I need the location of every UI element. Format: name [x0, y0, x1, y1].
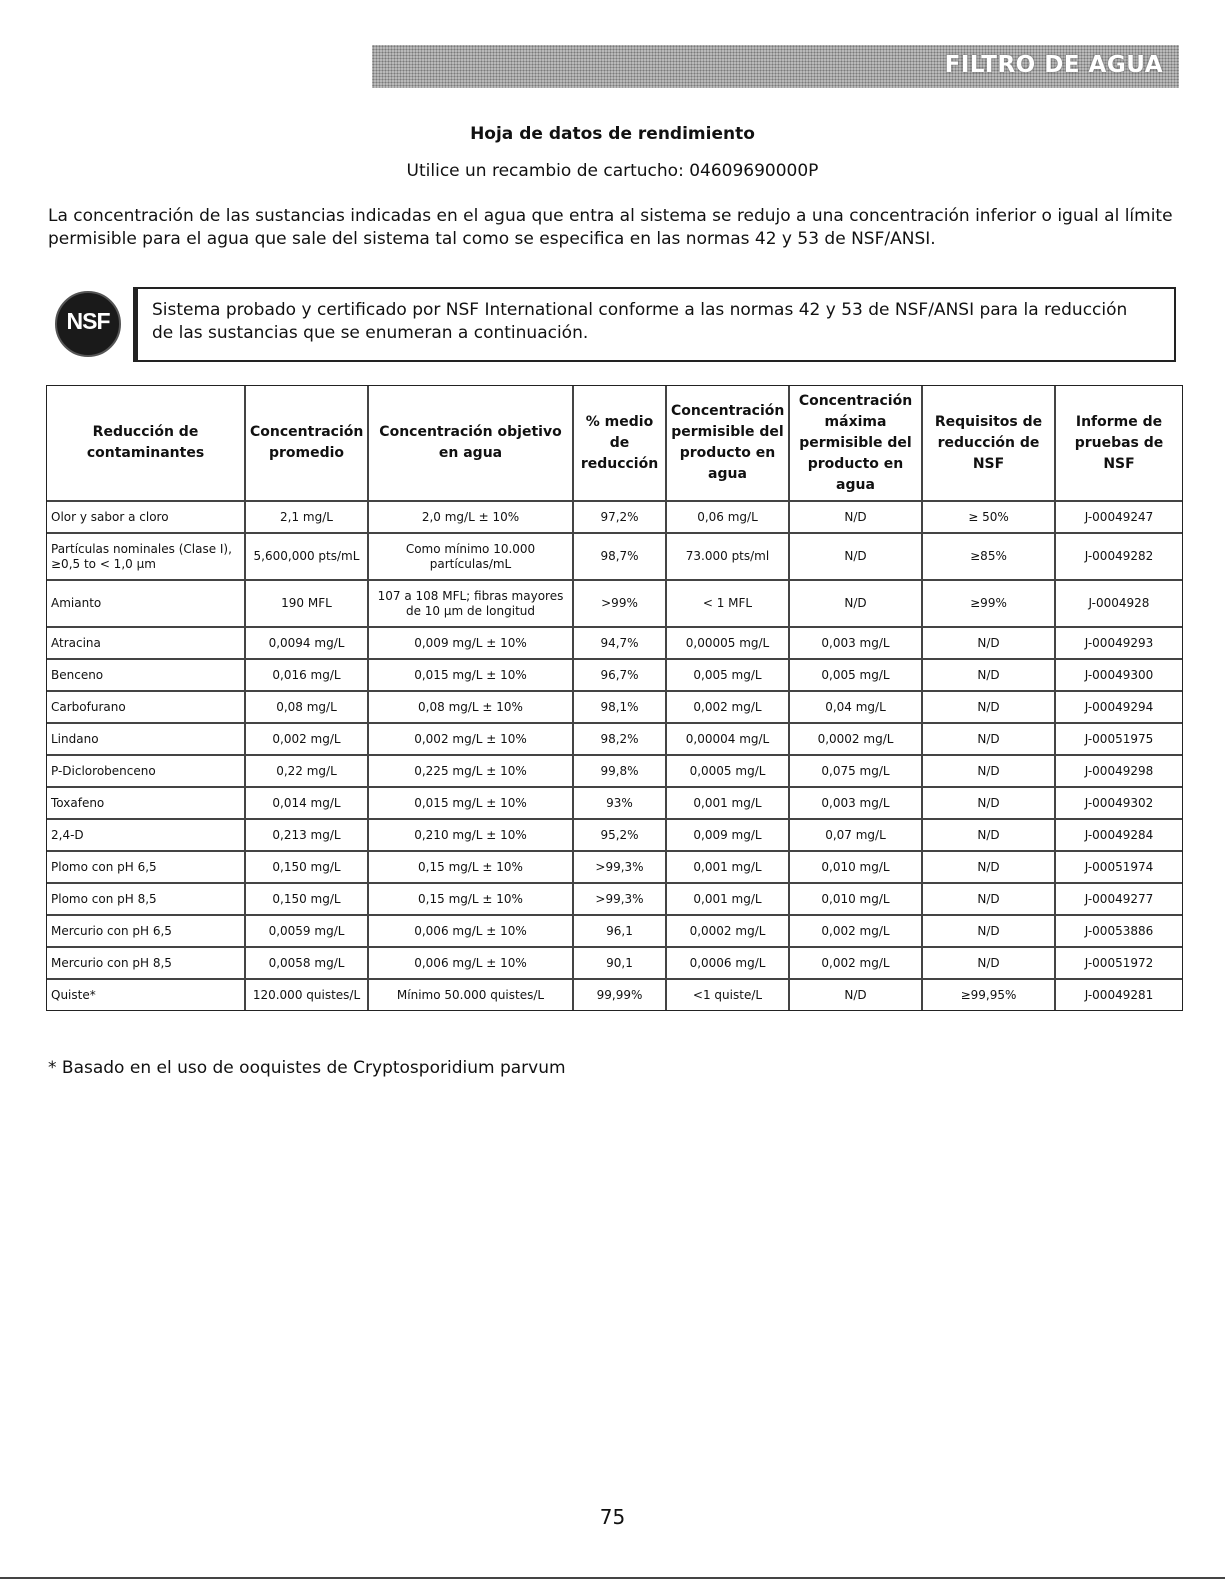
contaminant-cell: Atracina	[47, 628, 246, 660]
section-title: FILTRO DE AGUA	[944, 52, 1163, 78]
table-row	[47, 852, 1182, 884]
table-row	[47, 628, 1182, 660]
table-header-row	[47, 386, 1182, 502]
table-cell: 0,001 mg/L	[667, 884, 790, 916]
column-header: Concentración permisible del producto en agua	[667, 386, 790, 502]
table-row	[47, 724, 1182, 756]
table-cell: 0,0059 mg/L	[246, 916, 369, 948]
table-cell: 0,015 mg/L ± 10%	[369, 660, 574, 692]
table-cell: 96,7%	[574, 660, 667, 692]
cartridge-subtitle: Utilice un recambio de cartucho: 04609690000P	[406, 161, 819, 181]
table-cell: Como mínimo 10.000 partículas/mL	[369, 534, 574, 581]
table-cell: 120.000 quistes/L	[246, 980, 369, 1010]
table-cell: 190 MFL	[246, 581, 369, 628]
performance-table-container	[46, 385, 1181, 1011]
table-cell: 0,010 mg/L	[790, 884, 923, 916]
column-header: Concentración promedio	[246, 386, 369, 502]
table-cell: ≥ 50%	[923, 502, 1056, 534]
page-number: 75	[599, 1505, 626, 1529]
table-cell: 0,210 mg/L ± 10%	[369, 820, 574, 852]
nsf-logo-text: NSF	[66, 308, 110, 334]
table-cell: ≥99%	[923, 581, 1056, 628]
table-cell: 98,2%	[574, 724, 667, 756]
table-cell: 0,150 mg/L	[246, 884, 369, 916]
table-cell: J-00049293	[1056, 628, 1182, 660]
table-cell: 0,003 mg/L	[790, 628, 923, 660]
table-cell: 5,600,000 pts/mL	[246, 534, 369, 581]
contaminant-cell: Plomo con pH 8,5	[47, 884, 246, 916]
table-row	[47, 756, 1182, 788]
footnote: * Basado en el uso de ooquistes de Cryptosporidium parvum	[48, 1058, 566, 1078]
table-cell: N/D	[923, 948, 1056, 980]
table-cell: 0,002 mg/L	[790, 948, 923, 980]
table-cell: 95,2%	[574, 820, 667, 852]
table-row	[47, 948, 1182, 980]
table-cell: 0,006 mg/L ± 10%	[369, 916, 574, 948]
table-row	[47, 884, 1182, 916]
contaminant-cell: Lindano	[47, 724, 246, 756]
table-cell: 0,016 mg/L	[246, 660, 369, 692]
table-cell: J-00049281	[1084, 987, 1154, 1002]
table-cell: 0,002 mg/L ± 10%	[369, 724, 574, 756]
table-row	[47, 502, 1182, 534]
table-cell: 0,003 mg/L	[790, 788, 923, 820]
contaminant-cell: Mercurio con pH 6,5	[47, 916, 246, 948]
table-cell: 2,1 mg/L	[246, 502, 369, 534]
table-cell: 94,7%	[574, 628, 667, 660]
table-cell: N/D	[923, 852, 1056, 884]
table-cell: 0,225 mg/L ± 10%	[369, 756, 574, 788]
table-cell: 0,0002 mg/L	[667, 916, 790, 948]
contaminant-cell: Benceno	[47, 660, 246, 692]
contaminant-cell: 2,4-D	[47, 820, 246, 852]
table-cell: J-00049300	[1056, 660, 1182, 692]
table-cell: 0,07 mg/L	[790, 820, 923, 852]
contaminant-cell: Quiste*	[47, 980, 246, 1010]
table-cell: 98,1%	[574, 692, 667, 724]
column-header: Concentración objetivo en agua	[369, 386, 574, 502]
contaminant-cell: Plomo con pH 6,5	[47, 852, 246, 884]
table-cell: 0,075 mg/L	[790, 756, 923, 788]
table-cell: 107 a 108 MFL; fibras mayores de 10 μm de longitud	[369, 581, 574, 628]
table-cell: <1 quiste/L	[667, 980, 790, 1010]
table-cell: N/D	[923, 788, 1056, 820]
table-cell: 0,00005 mg/L	[667, 628, 790, 660]
table-cell: 0,002 mg/L	[667, 692, 790, 724]
table-cell: N/D	[923, 660, 1056, 692]
table-cell: N/D	[790, 502, 923, 534]
table-row	[47, 820, 1182, 852]
column-header: Requisitos de reducción de NSF	[923, 386, 1056, 502]
table-cell: ≥85%	[923, 534, 1056, 581]
table-cell: J-00051974	[1056, 852, 1182, 884]
table-cell: 0,0094 mg/L	[246, 628, 369, 660]
performance-table	[46, 385, 1183, 1011]
table-row	[47, 660, 1182, 692]
table-cell: J-00049247	[1056, 502, 1182, 534]
table-cell: 0,001 mg/L	[667, 788, 790, 820]
table-cell: 0,009 mg/L ± 10%	[369, 628, 574, 660]
table-cell: 0,0006 mg/L	[667, 948, 790, 980]
table-cell: J-00049302	[1056, 788, 1182, 820]
contaminant-cell: Amianto	[47, 581, 246, 628]
certification-text: Sistema probado y certificado por NSF International conforme a las normas 42 y 53 de NSF/ANSI para la reducción de las sustancias que se enumeran a continuación.	[152, 300, 1128, 343]
table-row	[47, 788, 1182, 820]
table-cell: N/D	[923, 628, 1056, 660]
table-row	[47, 916, 1182, 948]
table-cell: N/D	[923, 756, 1056, 788]
table-cell: 0,015 mg/L ± 10%	[369, 788, 574, 820]
certification-box	[133, 287, 1176, 362]
table-cell: 0,010 mg/L	[790, 852, 923, 884]
table-cell: >99%	[574, 581, 667, 628]
table-cell: 0,0005 mg/L	[667, 756, 790, 788]
table-cell: 0,04 mg/L	[790, 692, 923, 724]
column-header: Concentración máxima permisible del producto en agua	[790, 386, 923, 502]
table-cell: < 1 MFL	[667, 581, 790, 628]
table-cell: >99,3%	[574, 884, 667, 916]
contaminant-cell: Carbofurano	[47, 692, 246, 724]
table-cell: 0,22 mg/L	[246, 756, 369, 788]
table-cell: 2,0 mg/L ± 10%	[369, 502, 574, 534]
intro-paragraph: La concentración de las sustancias indicadas en el agua que entra al sistema se redujo a una concentración inferior o igual al límite permisible para el agua que sale del sistema tal como se especifica en las normas 42 y 53 de NSF/ANSI.	[48, 206, 1173, 249]
column-header: % medio de reducción	[574, 386, 667, 502]
table-cell: 0,150 mg/L	[246, 852, 369, 884]
table-cell: 0,08 mg/L ± 10%	[369, 692, 574, 724]
table-body	[47, 502, 1182, 1010]
table-cell: J-00049282	[1056, 534, 1182, 581]
table-cell: N/D	[790, 581, 923, 628]
bottom-divider	[0, 1577, 1225, 1579]
table-row	[47, 980, 1182, 1010]
column-header: Reducción de contaminantes	[47, 386, 246, 502]
table-cell: 0,014 mg/L	[246, 788, 369, 820]
table-cell: Mínimo 50.000 quistes/L	[369, 980, 574, 1010]
table-cell: N/D	[923, 724, 1056, 756]
contaminant-cell: P-Diclorobenceno	[47, 756, 246, 788]
column-header: Informe de pruebas de NSF	[1056, 386, 1182, 502]
table-cell: 0,002 mg/L	[790, 916, 923, 948]
table-cell: 0,15 mg/L ± 10%	[369, 852, 574, 884]
table-cell: N/D	[923, 820, 1056, 852]
table-cell: J-00049284	[1056, 820, 1182, 852]
table-cell: J-00049294	[1056, 692, 1182, 724]
table-cell: 0,005 mg/L	[790, 660, 923, 692]
table-cell: ≥99,95%	[923, 980, 1056, 1010]
table-cell: 96,1	[574, 916, 667, 948]
table-cell: 0,001 mg/L	[667, 852, 790, 884]
table-cell: J-0004928	[1056, 581, 1182, 628]
table-cell: N/D	[790, 534, 923, 581]
table-cell: 93%	[574, 788, 667, 820]
table-cell: 0,00004 mg/L	[667, 724, 790, 756]
table-cell: 0,009 mg/L	[667, 820, 790, 852]
table-cell: 0,0002 mg/L	[790, 724, 923, 756]
table-cell: 90,1	[574, 948, 667, 980]
table-cell: N/D	[923, 692, 1056, 724]
table-cell: 0,08 mg/L	[246, 692, 369, 724]
page-title: Hoja de datos de rendimiento	[470, 124, 755, 144]
section-header-bar	[372, 45, 1179, 88]
table-cell: 99,99%	[574, 980, 667, 1010]
contaminant-cell: Olor y sabor a cloro	[47, 502, 246, 534]
table-row	[47, 692, 1182, 724]
table-cell: >99,3%	[574, 852, 667, 884]
table-row	[47, 581, 1182, 628]
table-cell: 0,15 mg/L ± 10%	[369, 884, 574, 916]
table-row	[47, 534, 1182, 581]
table-cell: 97,2%	[574, 502, 667, 534]
table-cell: J-00049277	[1056, 884, 1182, 916]
table-cell: 0,005 mg/L	[667, 660, 790, 692]
contaminant-cell: Mercurio con pH 8,5	[47, 948, 246, 980]
table-cell: 0,213 mg/L	[246, 820, 369, 852]
table-cell: J-00051972	[1056, 948, 1182, 980]
contaminant-cell: Partículas nominales (Clase I), ≥0,5 to < 1,0 μm	[47, 534, 246, 581]
table-cell: N/D	[923, 916, 1056, 948]
table-cell: 99,8%	[574, 756, 667, 788]
table-cell: 0,006 mg/L ± 10%	[369, 948, 574, 980]
contaminant-cell: Toxafeno	[47, 788, 246, 820]
table-cell: J-00049298	[1056, 756, 1182, 788]
table-cell: 0,002 mg/L	[246, 724, 369, 756]
table-cell: J-00051975	[1056, 724, 1182, 756]
nsf-logo-icon	[55, 291, 121, 357]
table-cell: J-00053886	[1056, 916, 1182, 948]
table-cell: N/D	[923, 884, 1056, 916]
table-cell: 0,0058 mg/L	[246, 948, 369, 980]
table-cell: 98,7%	[574, 534, 667, 581]
table-cell: N/D	[790, 980, 923, 1010]
table-cell: 73.000 pts/ml	[667, 534, 790, 581]
table-cell: 0,06 mg/L	[667, 502, 790, 534]
